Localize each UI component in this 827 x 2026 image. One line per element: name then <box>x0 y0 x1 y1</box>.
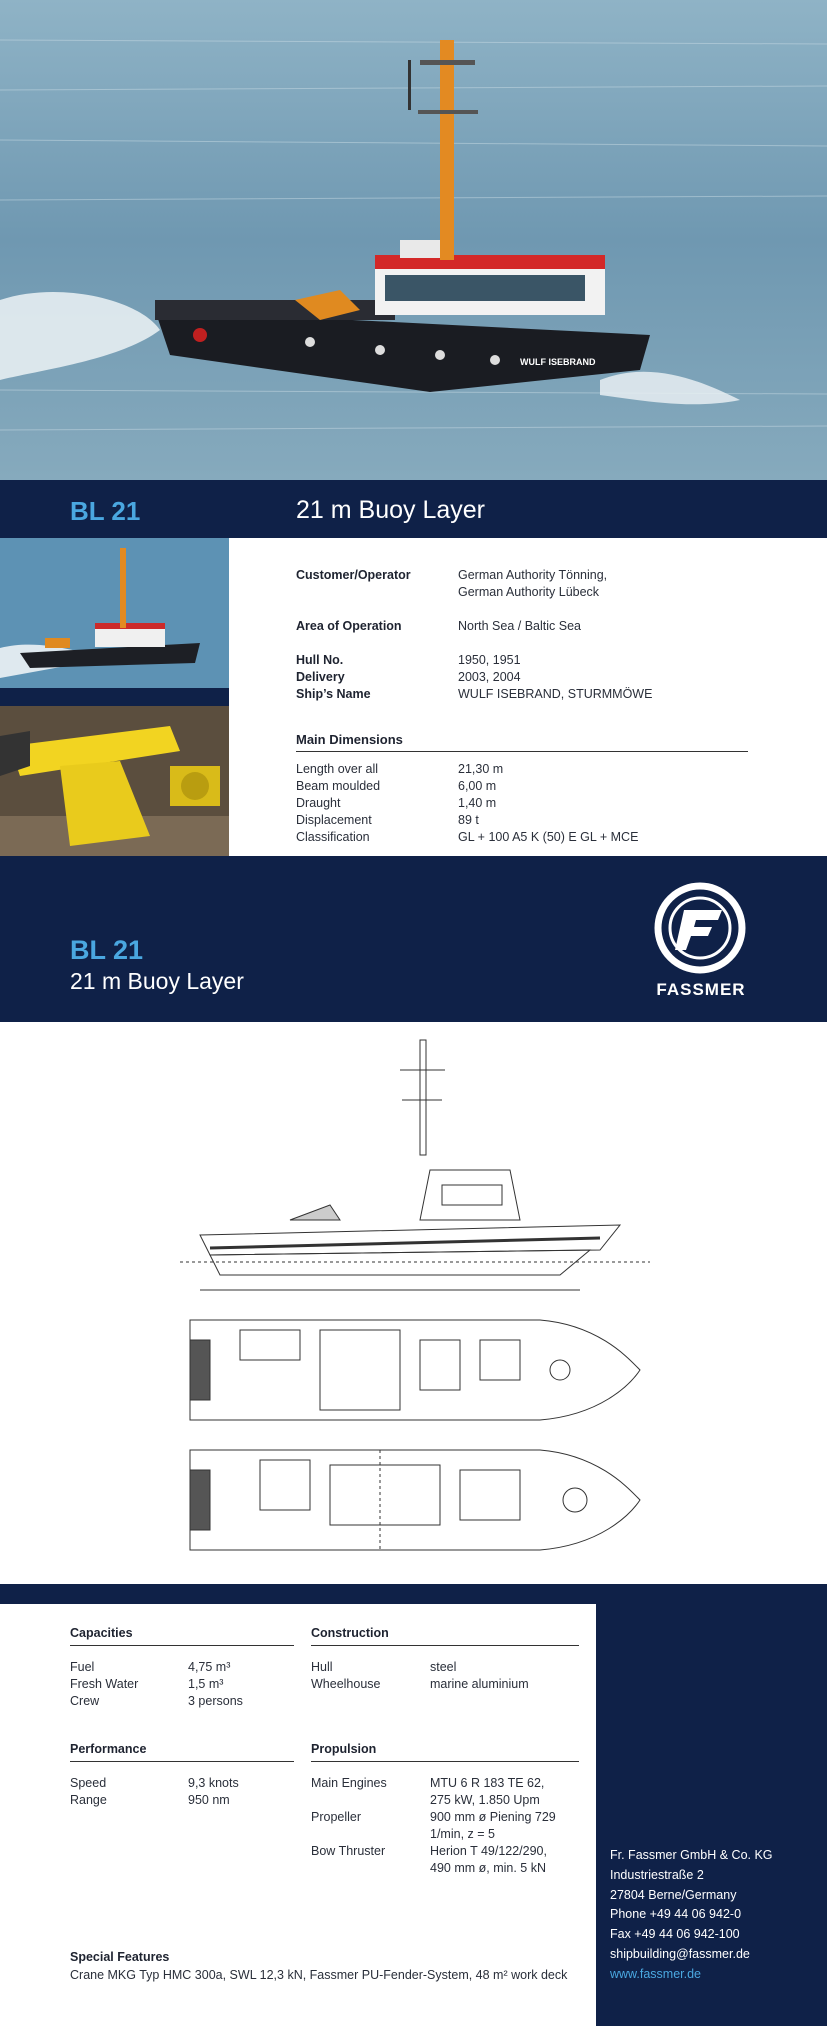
propulsion-value: 490 mm ø, min. 5 kN <box>430 1861 546 1875</box>
contact-block <box>610 1846 810 1985</box>
main-dimensions-heading: Main Dimensions <box>296 732 403 747</box>
product-code: BL 21 <box>70 496 141 526</box>
fassmer-emblem-icon <box>640 880 760 980</box>
construction-value: marine aluminium <box>430 1677 529 1691</box>
dimension-value: GL + 100 A5 K (50) E GL + MCE <box>458 830 639 844</box>
spec-hull-no <box>296 653 756 670</box>
capacity-label: Fresh Water <box>70 1677 139 1691</box>
spec-area-of-operation <box>296 619 756 636</box>
general-arrangement-drawing <box>180 1030 660 1590</box>
spec-delivery <box>296 670 756 687</box>
construction-value: steel <box>430 1660 457 1674</box>
special-features-text: Crane MKG Typ HMC 300a, SWL 12,3 kN, Fassmer PU-Fender-System, 48 m² work deck <box>70 1968 568 1982</box>
product-subtitle-secondary: 21 m Buoy Layer <box>70 968 244 994</box>
spec-value: WULF ISEBRAND, STURMMÖWE <box>458 687 653 701</box>
phone: Phone +49 44 06 942-0 <box>610 1907 742 1922</box>
dimension-label: Classification <box>296 830 370 844</box>
dimension-value: 6,00 m <box>458 779 497 793</box>
spec-label: Ship’s Name <box>296 687 371 701</box>
construction-heading: Construction <box>311 1626 389 1640</box>
crane-photo <box>0 706 229 856</box>
dimension-value: 21,30 m <box>458 762 504 776</box>
spec-label: Hull No. <box>296 653 344 667</box>
divider <box>70 1645 294 1646</box>
propulsion-value: 1/min, z = 5 <box>430 1827 495 1841</box>
product-code-secondary: BL 21 <box>70 935 144 965</box>
dimension-label: Length over all <box>296 762 379 776</box>
hero-ship-photo <box>0 0 827 480</box>
address-city: 27804 Berne/Germany <box>610 1887 737 1902</box>
capacity-value: 1,5 m³ <box>188 1677 224 1691</box>
performance-heading: Performance <box>70 1742 147 1756</box>
logo-wordmark: FASSMER <box>656 980 746 999</box>
propulsion-label: Propeller <box>311 1810 362 1824</box>
dimension-row <box>296 830 756 847</box>
capacities-heading: Capacities <box>70 1626 133 1640</box>
dimension-label: Draught <box>296 796 341 810</box>
divider <box>296 751 748 752</box>
address-street: Industriestraße 2 <box>610 1867 704 1882</box>
dimension-row <box>296 762 756 779</box>
spec-label: Delivery <box>296 670 345 684</box>
fassmer-logo <box>640 880 760 1000</box>
special-features-heading: Special Features <box>70 1950 170 1964</box>
spec-value: German Authority Tönning, <box>458 568 608 582</box>
propulsion-value: 275 kW, 1.850 Upm <box>430 1793 540 1807</box>
specifications <box>296 568 756 847</box>
spec-value: North Sea / Baltic Sea <box>458 619 581 633</box>
spec-ships-name <box>296 687 756 704</box>
performance-value: 950 nm <box>188 1793 230 1807</box>
spec-customer-operator-2 <box>296 585 756 602</box>
capacity-label: Crew <box>70 1694 100 1708</box>
spec-value: 1950, 1951 <box>458 653 521 667</box>
propulsion-value: MTU 6 R 183 TE 62, <box>430 1776 545 1790</box>
email-link[interactable]: shipbuilding@fassmer.de <box>610 1946 750 1961</box>
spec-value: German Authority Lübeck <box>458 585 600 599</box>
performance-value: 9,3 knots <box>188 1776 239 1790</box>
performance-label: Speed <box>70 1776 107 1790</box>
website-link[interactable]: www.fassmer.de <box>610 1966 702 1981</box>
product-subtitle: 21 m Buoy Layer <box>296 496 485 524</box>
construction-label: Wheelhouse <box>311 1677 381 1691</box>
company-name: Fr. Fassmer GmbH & Co. KG <box>610 1848 773 1862</box>
brand-band <box>0 856 827 1022</box>
dimension-value: 1,40 m <box>458 796 497 810</box>
divider <box>311 1761 579 1762</box>
hull-ship-name: WULF ISEBRAND <box>520 357 596 367</box>
spec-label: Customer/Operator <box>296 568 411 582</box>
propulsion-value: 900 mm ø Piening 729 <box>430 1810 556 1824</box>
propulsion-value: Herion T 49/122/290, <box>430 1844 547 1858</box>
divider <box>70 1761 294 1762</box>
main-dimensions-list <box>296 762 756 847</box>
capacity-value: 3 persons <box>188 1694 243 1708</box>
spec-label: Area of Operation <box>296 619 402 633</box>
dimension-row <box>296 796 756 813</box>
dimension-row <box>296 813 756 830</box>
propulsion-label: Bow Thruster <box>311 1844 386 1858</box>
propulsion-label: Main Engines <box>311 1776 387 1790</box>
capacity-label: Fuel <box>70 1660 95 1674</box>
divider <box>311 1645 579 1646</box>
spec-customer-operator <box>296 568 756 585</box>
title-bar <box>0 480 827 538</box>
performance-label: Range <box>70 1793 107 1807</box>
dimension-label: Beam moulded <box>296 779 381 793</box>
ship-thumbnail-photo <box>0 538 229 688</box>
dimension-label: Displacement <box>296 813 372 827</box>
construction-label: Hull <box>311 1660 333 1674</box>
spec-value: 2003, 2004 <box>458 670 521 684</box>
propulsion-heading: Propulsion <box>311 1742 377 1756</box>
fax: Fax +49 44 06 942-100 <box>610 1927 740 1942</box>
footer-panel <box>0 1604 596 2026</box>
capacity-value: 4,75 m³ <box>188 1660 231 1674</box>
dimension-value: 89 t <box>458 813 479 827</box>
dimension-row <box>296 779 756 796</box>
photo-divider <box>0 688 229 706</box>
